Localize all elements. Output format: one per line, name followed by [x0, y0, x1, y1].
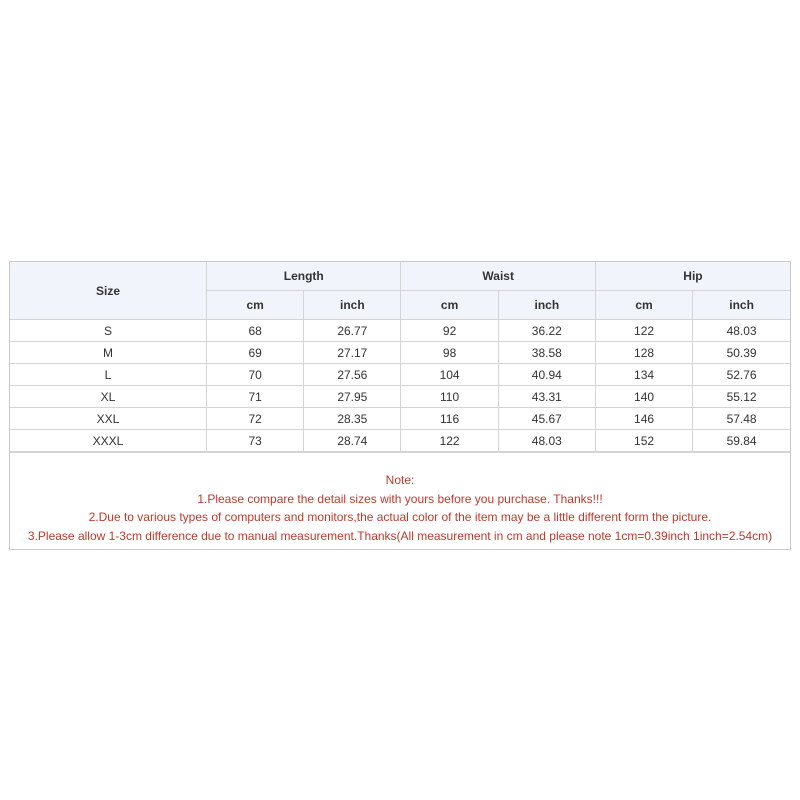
table-body	[10, 320, 790, 452]
length-cm-cell: 73	[207, 430, 304, 452]
length-cm-cell: 69	[207, 342, 304, 364]
length-inch-cell: 26.77	[304, 320, 401, 342]
waist-group-header: Waist	[401, 262, 595, 291]
waist-cm-cell: 92	[401, 320, 498, 342]
note-line-3: 3.Please allow 1-3cm difference due to manual measurement.Thanks(All measurement in cm and please note 1cm=0.39inch 1inch=2.54cm)	[27, 528, 773, 543]
length-inch-cell: 28.35	[304, 408, 401, 430]
hip-inch-cell: 59.84	[693, 430, 790, 452]
hip-cm-cell: 128	[595, 342, 692, 364]
hip-cm-cell: 140	[595, 386, 692, 408]
hip-cm-cell: 152	[595, 430, 692, 452]
hip-cm-header: cm	[595, 291, 692, 320]
size-cell: M	[10, 342, 207, 364]
hip-group-header: Hip	[595, 262, 790, 291]
table-row	[10, 320, 790, 342]
length-inch-cell: 27.17	[304, 342, 401, 364]
length-group-header: Length	[207, 262, 401, 291]
hip-inch-cell: 55.12	[693, 386, 790, 408]
size-cell: XL	[10, 386, 207, 408]
waist-inch-header: inch	[498, 291, 595, 320]
length-cm-cell: 71	[207, 386, 304, 408]
waist-inch-cell: 36.22	[498, 320, 595, 342]
hip-inch-cell: 48.03	[693, 320, 790, 342]
table-row	[10, 342, 790, 364]
waist-cm-cell: 104	[401, 364, 498, 386]
size-cell: XXXL	[10, 430, 207, 452]
waist-cm-cell: 116	[401, 408, 498, 430]
length-inch-cell: 27.56	[304, 364, 401, 386]
waist-inch-cell: 43.31	[498, 386, 595, 408]
waist-cm-cell: 122	[401, 430, 498, 452]
size-table	[10, 262, 790, 452]
table-row	[10, 386, 790, 408]
note-line-1: 1.Please compare the detail sizes with yours before you purchase. Thanks!!!	[197, 491, 603, 506]
hip-inch-header: inch	[693, 291, 790, 320]
waist-inch-cell: 40.94	[498, 364, 595, 386]
hip-cm-cell: 146	[595, 408, 692, 430]
note-title: Note:	[385, 473, 415, 487]
length-inch-cell: 27.95	[304, 386, 401, 408]
table-row	[10, 430, 790, 452]
header-group-row	[10, 262, 790, 291]
hip-inch-cell: 52.76	[693, 364, 790, 386]
size-cell: XXL	[10, 408, 207, 430]
size-column-header: Size	[10, 262, 207, 320]
size-cell: S	[10, 320, 207, 342]
table-row	[10, 408, 790, 430]
note-section	[10, 452, 790, 549]
table-row	[10, 364, 790, 386]
note-line-2: 2.Due to various types of computers and monitors,the actual color of the item may be a little different form the picture.	[88, 510, 712, 524]
waist-cm-header: cm	[401, 291, 498, 320]
waist-inch-cell: 48.03	[498, 430, 595, 452]
length-cm-header: cm	[207, 291, 304, 320]
hip-cm-cell: 122	[595, 320, 692, 342]
length-cm-cell: 72	[207, 408, 304, 430]
length-cm-cell: 70	[207, 364, 304, 386]
waist-cm-cell: 110	[401, 386, 498, 408]
size-chart	[9, 261, 791, 550]
table-header	[10, 262, 790, 320]
waist-inch-cell: 45.67	[498, 408, 595, 430]
length-inch-header: inch	[304, 291, 401, 320]
hip-cm-cell: 134	[595, 364, 692, 386]
hip-inch-cell: 50.39	[693, 342, 790, 364]
length-inch-cell: 28.74	[304, 430, 401, 452]
waist-inch-cell: 38.58	[498, 342, 595, 364]
length-cm-cell: 68	[207, 320, 304, 342]
hip-inch-cell: 57.48	[693, 408, 790, 430]
size-cell: L	[10, 364, 207, 386]
waist-cm-cell: 98	[401, 342, 498, 364]
